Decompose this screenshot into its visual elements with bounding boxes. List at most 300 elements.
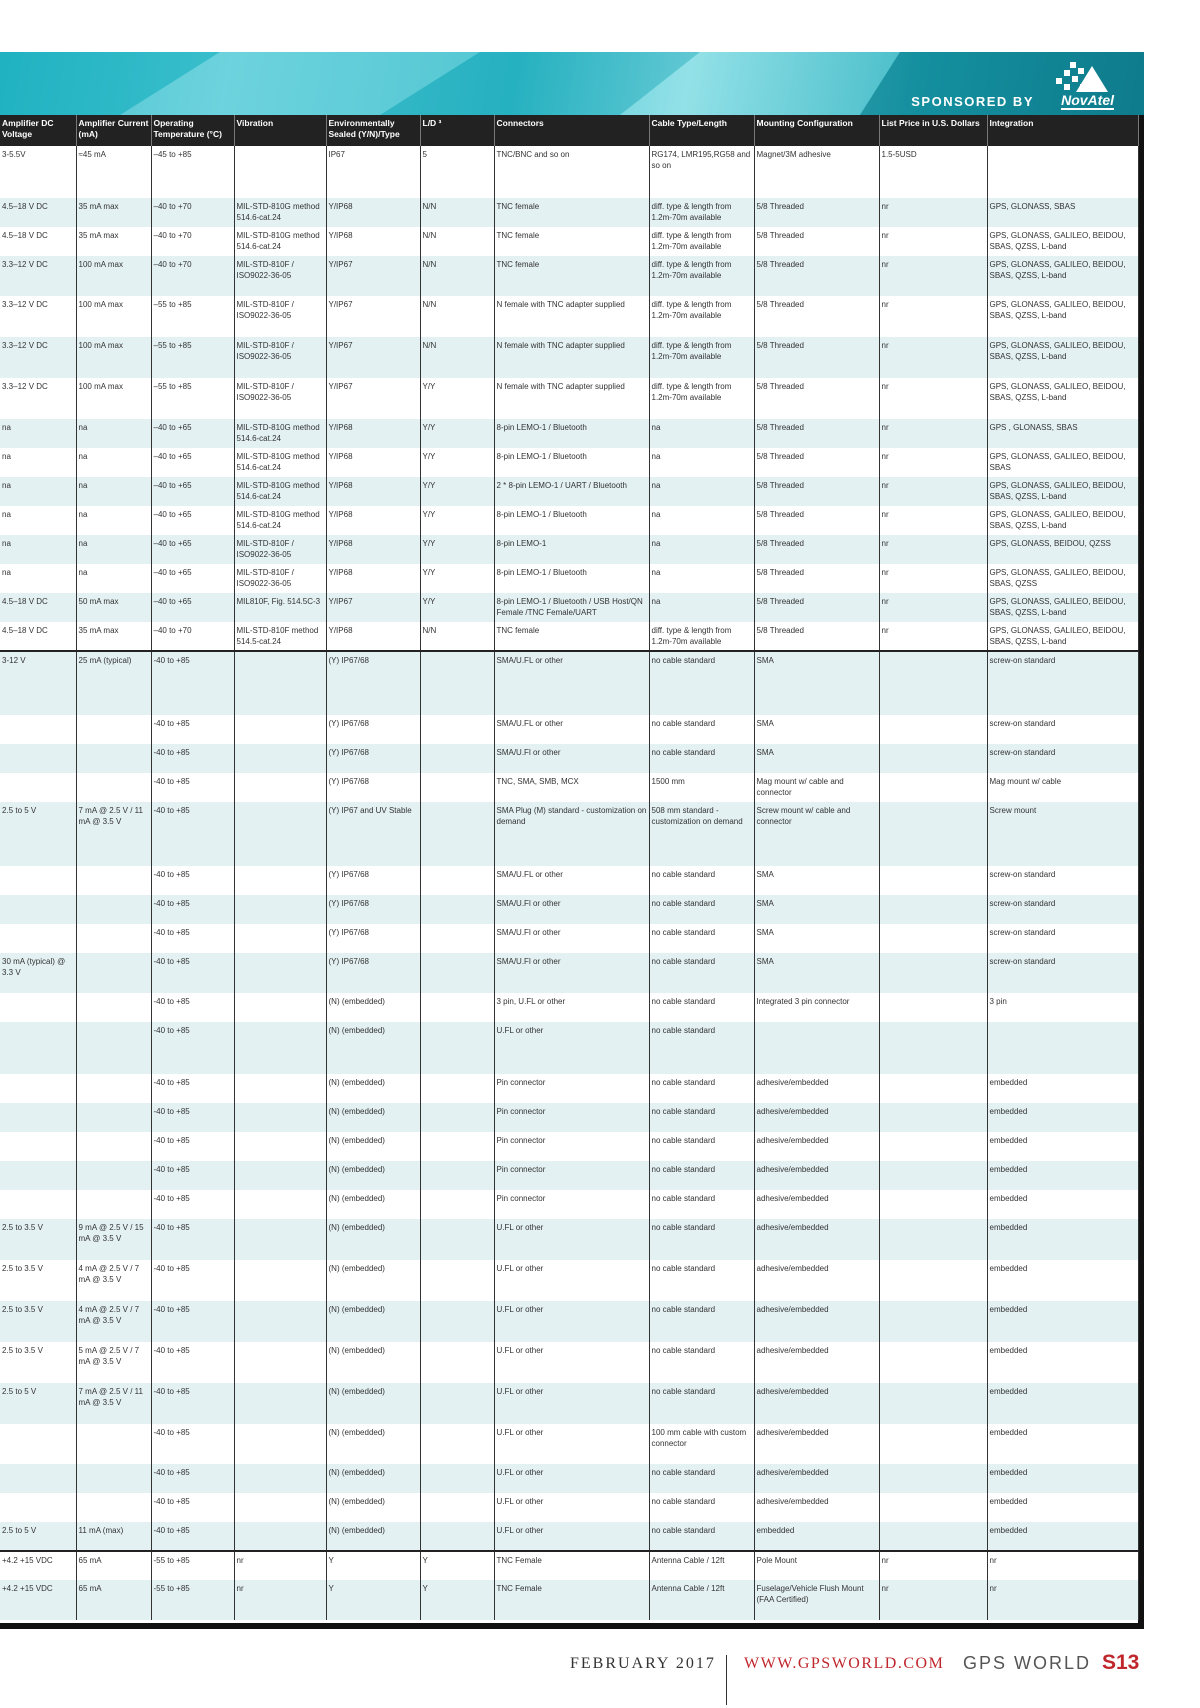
table-cell: na: [649, 506, 754, 535]
table-cell: nr: [879, 378, 987, 419]
table-cell: Antenna Cable / 12ft: [649, 1551, 754, 1580]
table-cell: SMA: [754, 715, 879, 744]
table-cell: Screw mount: [987, 802, 1138, 866]
table-cell: [879, 651, 987, 715]
table-cell: 4.5–18 V DC: [0, 227, 76, 256]
table-cell: Y: [420, 1580, 494, 1620]
table-cell: [420, 1074, 494, 1103]
table-cell: –55 to +85: [151, 337, 234, 378]
table-cell: 3.3–12 V DC: [0, 378, 76, 419]
table-row: [0, 1464, 1138, 1493]
table-cell: diff. type & length from 1.2m-70m available: [649, 622, 754, 651]
issue-date: FEBRUARY 2017: [570, 1655, 716, 1672]
table-row: [0, 378, 1138, 419]
table-cell: –40 to +65: [151, 477, 234, 506]
table-cell: [234, 146, 326, 198]
table-cell: -40 to +85: [151, 895, 234, 924]
table-cell: [420, 1464, 494, 1493]
table-row: [0, 1580, 1138, 1620]
table-cell: N/N: [420, 337, 494, 378]
table-cell: [0, 1424, 76, 1464]
table-cell: 2.5 to 3.5 V: [0, 1301, 76, 1342]
sponsored-by-label: SPONSORED BY: [911, 94, 1034, 109]
table-cell: SMA: [754, 953, 879, 993]
table-cell: Y/IP67: [326, 296, 420, 337]
table-cell: N/N: [420, 198, 494, 227]
table-row: [0, 1342, 1138, 1383]
table-cell: [879, 1161, 987, 1190]
table-cell: U.FL or other: [494, 1493, 649, 1522]
table-cell: Y/IP68: [326, 477, 420, 506]
table-cell: N/N: [420, 622, 494, 651]
table-cell: -40 to +85: [151, 1022, 234, 1074]
table-cell: Pole Mount: [754, 1551, 879, 1580]
table-cell: Y/Y: [420, 448, 494, 477]
table-cell: [879, 993, 987, 1022]
table-cell: GPS, GLONASS, BEIDOU, QZSS: [987, 535, 1138, 564]
table-cell: [420, 1383, 494, 1424]
table-cell: adhesive/embedded: [754, 1190, 879, 1219]
table-cell: Magnet/3M adhesive: [754, 146, 879, 198]
table-cell: no cable standard: [649, 1161, 754, 1190]
table-cell: [879, 1464, 987, 1493]
table-cell: Pin connector: [494, 1190, 649, 1219]
table-cell: 8-pin LEMO-1: [494, 535, 649, 564]
table-cell: adhesive/embedded: [754, 1342, 879, 1383]
table-cell: adhesive/embedded: [754, 1161, 879, 1190]
table-cell: embedded: [987, 1522, 1138, 1551]
table-cell: SMA/U.FL or other: [494, 651, 649, 715]
table-cell: [879, 924, 987, 953]
table-cell: Pin connector: [494, 1161, 649, 1190]
table-cell: Pin connector: [494, 1132, 649, 1161]
table-cell: embedded: [987, 1493, 1138, 1522]
table-cell: -40 to +85: [151, 651, 234, 715]
table-row: [0, 1260, 1138, 1301]
table-cell: (N) (embedded): [326, 1260, 420, 1301]
table-cell: 2.5 to 3.5 V: [0, 1219, 76, 1260]
table-cell: [879, 1301, 987, 1342]
table-cell: Y/IP67: [326, 378, 420, 419]
table-cell: [420, 953, 494, 993]
table-cell: TNC female: [494, 227, 649, 256]
table-cell: nr: [987, 1580, 1138, 1620]
table-cell: no cable standard: [649, 895, 754, 924]
table-cell: diff. type & length from 1.2m-70m available: [649, 198, 754, 227]
table-cell: -40 to +85: [151, 924, 234, 953]
table-cell: embedded: [987, 1383, 1138, 1424]
column-header: L/D ³: [420, 115, 494, 146]
table-cell: 100 mA max: [76, 256, 151, 296]
table-cell: -40 to +85: [151, 1161, 234, 1190]
table-cell: [754, 1022, 879, 1074]
table-row: [0, 535, 1138, 564]
table-cell: GPS, GLONASS, GALILEO, BEIDOU, SBAS, QZSS, L-band: [987, 256, 1138, 296]
table-cell: Y/Y: [420, 506, 494, 535]
table-cell: [0, 1103, 76, 1132]
table-cell: embedded: [987, 1103, 1138, 1132]
table-cell: [76, 1074, 151, 1103]
table-cell: [420, 1219, 494, 1260]
table-cell: [0, 866, 76, 895]
table-cell: [234, 1103, 326, 1132]
table-cell: embedded: [987, 1219, 1138, 1260]
table-cell: 65 mA: [76, 1551, 151, 1580]
table-cell: embedded: [987, 1342, 1138, 1383]
table-cell: -40 to +85: [151, 773, 234, 802]
table-cell: (Y) IP67/68: [326, 895, 420, 924]
table-cell: [234, 895, 326, 924]
table-cell: [420, 1103, 494, 1132]
table-cell: GPS, GLONASS, GALILEO, BEIDOU, SBAS, QZSS, L-band: [987, 227, 1138, 256]
table-cell: –40 to +65: [151, 419, 234, 448]
table-cell: [879, 715, 987, 744]
table-cell: [76, 993, 151, 1022]
table-cell: 8-pin LEMO-1 / Bluetooth: [494, 419, 649, 448]
table-header-row: [0, 115, 1138, 146]
table-cell: Y/IP68: [326, 227, 420, 256]
table-body: [0, 146, 1138, 1620]
table-cell: nr: [879, 448, 987, 477]
table-row: [0, 1132, 1138, 1161]
table-cell: na: [76, 506, 151, 535]
table-cell: [234, 1219, 326, 1260]
table-cell: [76, 1493, 151, 1522]
table-cell: 5/8 Threaded: [754, 198, 879, 227]
table-cell: (Y) IP67/68: [326, 953, 420, 993]
table-cell: [420, 895, 494, 924]
table-cell: [76, 1022, 151, 1074]
column-header: Vibration: [234, 115, 326, 146]
table-cell: nr: [879, 477, 987, 506]
table-cell: adhesive/embedded: [754, 1132, 879, 1161]
table-cell: 8-pin LEMO-1 / Bluetooth / USB Host/QN Female /TNC Female/UART: [494, 593, 649, 622]
table-cell: –40 to +70: [151, 198, 234, 227]
table-cell: embedded: [987, 1132, 1138, 1161]
table-cell: -40 to +85: [151, 993, 234, 1022]
table-row: [0, 477, 1138, 506]
table-cell: 3-5.5V: [0, 146, 76, 198]
table-row: [0, 1103, 1138, 1132]
table-cell: screw-on standard: [987, 651, 1138, 715]
table-row: [0, 802, 1138, 866]
table-cell: 25 mA (typical): [76, 651, 151, 715]
table-cell: na: [649, 535, 754, 564]
table-cell: adhesive/embedded: [754, 1424, 879, 1464]
table-cell: [420, 1424, 494, 1464]
table-cell: [76, 953, 151, 993]
table-cell: adhesive/embedded: [754, 1301, 879, 1342]
table-cell: [420, 1301, 494, 1342]
table-cell: [879, 1132, 987, 1161]
table-cell: N female with TNC adapter supplied: [494, 337, 649, 378]
table-cell: embedded: [987, 1074, 1138, 1103]
table-cell: GPS, GLONASS, GALILEO, BEIDOU, SBAS, QZSS, L-band: [987, 593, 1138, 622]
table-cell: screw-on standard: [987, 953, 1138, 993]
table-cell: U.FL or other: [494, 1383, 649, 1424]
table-cell: (Y) IP67/68: [326, 924, 420, 953]
table-cell: 7 mA @ 2.5 V / 11 mA @ 3.5 V: [76, 802, 151, 866]
table-cell: 35 mA max: [76, 227, 151, 256]
table-cell: [420, 1493, 494, 1522]
table-cell: 100 mA max: [76, 378, 151, 419]
table-cell: (N) (embedded): [326, 1132, 420, 1161]
table-cell: Pin connector: [494, 1074, 649, 1103]
table-cell: –55 to +85: [151, 296, 234, 337]
table-cell: [234, 1074, 326, 1103]
table-row: [0, 198, 1138, 227]
table-row: [0, 1301, 1138, 1342]
table-cell: SMA: [754, 895, 879, 924]
table-cell: adhesive/embedded: [754, 1493, 879, 1522]
table-cell: nr: [987, 1551, 1138, 1580]
column-header: Cable Type/Length: [649, 115, 754, 146]
table-row: [0, 1074, 1138, 1103]
table-cell: adhesive/embedded: [754, 1260, 879, 1301]
table-cell: 2.5 to 5 V: [0, 1522, 76, 1551]
table-cell: no cable standard: [649, 1383, 754, 1424]
table-cell: [879, 1342, 987, 1383]
table-row: [0, 506, 1138, 535]
table-cell: [76, 866, 151, 895]
table-cell: MIL-STD-810G method 514.6-cat.24: [234, 419, 326, 448]
table-cell: 5/8 Threaded: [754, 296, 879, 337]
table-cell: 5: [420, 146, 494, 198]
table-cell: U.FL or other: [494, 1219, 649, 1260]
table-cell: MIL810F, Fig. 514.5C-3: [234, 593, 326, 622]
table-cell: 2.5 to 3.5 V: [0, 1260, 76, 1301]
table-cell: (N) (embedded): [326, 1424, 420, 1464]
magazine-name: GPS WORLD: [963, 1653, 1092, 1673]
table-row: [0, 1161, 1138, 1190]
table-cell: 5 mA @ 2.5 V / 7 mA @ 3.5 V: [76, 1342, 151, 1383]
table-cell: 5/8 Threaded: [754, 622, 879, 651]
table-cell: [0, 773, 76, 802]
table-cell: 30 mA (typical) @ 3.3 V: [0, 953, 76, 993]
table-cell: TNC Female: [494, 1551, 649, 1580]
novatel-logo-text: NovAtel: [1061, 92, 1114, 108]
table-cell: diff. type & length from 1.2m-70m available: [649, 256, 754, 296]
table-cell: 5/8 Threaded: [754, 506, 879, 535]
table-row: [0, 1522, 1138, 1551]
table-cell: [234, 993, 326, 1022]
table-cell: GPS, GLONASS, GALILEO, BEIDOU, SBAS, QZSS, L-band: [987, 378, 1138, 419]
table-cell: na: [76, 477, 151, 506]
table-cell: (N) (embedded): [326, 1493, 420, 1522]
table-row: [0, 866, 1138, 895]
table-cell: –40 to +70: [151, 256, 234, 296]
table-cell: [987, 1022, 1138, 1074]
table-cell: [0, 1161, 76, 1190]
table-cell: 5/8 Threaded: [754, 419, 879, 448]
table-cell: (N) (embedded): [326, 1161, 420, 1190]
table-cell: +4.2 +15 VDC: [0, 1551, 76, 1580]
table-cell: na: [0, 477, 76, 506]
table-cell: Y: [326, 1551, 420, 1580]
table-cell: SMA/U.Fl or other: [494, 953, 649, 993]
column-header: Connectors: [494, 115, 649, 146]
table-cell: 50 mA max: [76, 593, 151, 622]
table-cell: Y/IP68: [326, 198, 420, 227]
table-cell: N/N: [420, 296, 494, 337]
table-cell: (N) (embedded): [326, 993, 420, 1022]
table-cell: Y: [420, 1551, 494, 1580]
table-row: [0, 715, 1138, 744]
table-cell: 35 mA max: [76, 198, 151, 227]
table-cell: [879, 1219, 987, 1260]
table-cell: no cable standard: [649, 953, 754, 993]
column-header: List Price in U.S. Dollars: [879, 115, 987, 146]
table-row: [0, 1493, 1138, 1522]
table-cell: [420, 1260, 494, 1301]
table-cell: –40 to +65: [151, 506, 234, 535]
table-cell: [234, 1464, 326, 1493]
table-cell: nr: [879, 337, 987, 378]
table-cell: [234, 866, 326, 895]
table-cell: -40 to +85: [151, 1342, 234, 1383]
table-cell: GPS, GLONASS, GALILEO, BEIDOU, SBAS, QZSS, L-band: [987, 337, 1138, 378]
table-cell: nr: [879, 227, 987, 256]
table-row: [0, 337, 1138, 378]
table-cell: [234, 651, 326, 715]
table-cell: IP67: [326, 146, 420, 198]
table-cell: -40 to +85: [151, 744, 234, 773]
table-cell: 5/8 Threaded: [754, 337, 879, 378]
table-cell: no cable standard: [649, 1260, 754, 1301]
table-cell: adhesive/embedded: [754, 1464, 879, 1493]
table-cell: –40 to +65: [151, 593, 234, 622]
table-cell: 508 mm standard - customization on demand: [649, 802, 754, 866]
table-cell: -40 to +85: [151, 1493, 234, 1522]
table-cell: (N) (embedded): [326, 1219, 420, 1260]
table-cell: screw-on standard: [987, 744, 1138, 773]
table-cell: Fuselage/Vehicle Flush Mount (FAA Certified): [754, 1580, 879, 1620]
table-cell: adhesive/embedded: [754, 1219, 879, 1260]
table-cell: -40 to +85: [151, 866, 234, 895]
table-cell: N female with TNC adapter supplied: [494, 378, 649, 419]
table-cell: embedded: [987, 1260, 1138, 1301]
table-row: [0, 1383, 1138, 1424]
table-cell: Y/Y: [420, 535, 494, 564]
table-cell: 5/8 Threaded: [754, 256, 879, 296]
table-cell: [879, 1522, 987, 1551]
table-cell: -40 to +85: [151, 1103, 234, 1132]
table-cell: no cable standard: [649, 1074, 754, 1103]
table-cell: screw-on standard: [987, 924, 1138, 953]
table-cell: adhesive/embedded: [754, 1103, 879, 1132]
table-cell: 100 mA max: [76, 337, 151, 378]
table-cell: no cable standard: [649, 1301, 754, 1342]
table-cell: adhesive/embedded: [754, 1074, 879, 1103]
table-cell: [879, 1383, 987, 1424]
table-cell: U.FL or other: [494, 1260, 649, 1301]
table-cell: [76, 744, 151, 773]
table-cell: [234, 802, 326, 866]
table-cell: Y/IP67: [326, 337, 420, 378]
table-cell: (Y) IP67/68: [326, 744, 420, 773]
table-cell: Y/Y: [420, 378, 494, 419]
table-row: [0, 593, 1138, 622]
table-cell: diff. type & length from 1.2m-70m available: [649, 227, 754, 256]
table-cell: 5/8 Threaded: [754, 593, 879, 622]
table-cell: GPS, GLONASS, GALILEO, BEIDOU, SBAS: [987, 448, 1138, 477]
table-cell: [879, 1493, 987, 1522]
table-cell: [76, 715, 151, 744]
table-cell: [879, 1260, 987, 1301]
table-cell: MIL-STD-810G method 514.6-cat.24: [234, 227, 326, 256]
table-cell: -40 to +85: [151, 802, 234, 866]
table-cell: [420, 1161, 494, 1190]
table-cell: [420, 993, 494, 1022]
table-cell: -40 to +85: [151, 1132, 234, 1161]
table-cell: no cable standard: [649, 1132, 754, 1161]
table-cell: embedded: [987, 1190, 1138, 1219]
column-header: Mounting Configuration: [754, 115, 879, 146]
table-cell: 3 pin: [987, 993, 1138, 1022]
table-row: [0, 1190, 1138, 1219]
table-cell: [420, 744, 494, 773]
table-cell: (N) (embedded): [326, 1342, 420, 1383]
table-cell: 1500 mm: [649, 773, 754, 802]
table-cell: [234, 1132, 326, 1161]
table-cell: [879, 895, 987, 924]
table-cell: TNC Female: [494, 1580, 649, 1620]
table-cell: GPS, GLONASS, SBAS: [987, 198, 1138, 227]
table-row: [0, 651, 1138, 715]
sponsor-banner: [0, 52, 1144, 115]
table-cell: MIL-STD-810F / ISO9022-36-05: [234, 535, 326, 564]
table-cell: [76, 924, 151, 953]
table-cell: 9 mA @ 2.5 V / 15 mA @ 3.5 V: [76, 1219, 151, 1260]
table-cell: GPS, GLONASS, GALILEO, BEIDOU, SBAS, QZSS, L-band: [987, 477, 1138, 506]
table-cell: nr: [879, 296, 987, 337]
table-cell: SMA: [754, 744, 879, 773]
table-cell: Screw mount w/ cable and connector: [754, 802, 879, 866]
table-cell: [234, 1301, 326, 1342]
table-cell: no cable standard: [649, 924, 754, 953]
table-row: [0, 744, 1138, 773]
table-row: [0, 924, 1138, 953]
table-cell: +4.2 +15 VDC: [0, 1580, 76, 1620]
table-cell: 4 mA @ 2.5 V / 7 mA @ 3.5 V: [76, 1301, 151, 1342]
table-cell: SMA/U.Fl or other: [494, 744, 649, 773]
table-cell: 5/8 Threaded: [754, 564, 879, 593]
table-cell: N/N: [420, 227, 494, 256]
table-cell: no cable standard: [649, 866, 754, 895]
table-cell: [234, 1522, 326, 1551]
table-row: [0, 256, 1138, 296]
table-cell: Y/Y: [420, 593, 494, 622]
table-cell: (Y) IP67/68: [326, 651, 420, 715]
table-cell: [0, 924, 76, 953]
table-cell: Antenna Cable / 12ft: [649, 1580, 754, 1620]
table-cell: U.FL or other: [494, 1464, 649, 1493]
table-cell: Mag mount w/ cable and connector: [754, 773, 879, 802]
table-cell: RG174, LMR195,RG58 and so on: [649, 146, 754, 198]
table-cell: [234, 1022, 326, 1074]
table-cell: -40 to +85: [151, 1424, 234, 1464]
table-cell: MIL-STD-810G method 514.6-cat.24: [234, 477, 326, 506]
table-cell: nr: [879, 419, 987, 448]
column-header: Amplifier DC Voltage: [0, 115, 76, 146]
column-header: Amplifier Current (mA): [76, 115, 151, 146]
table-cell: SMA/U.FL or other: [494, 866, 649, 895]
table-cell: [76, 1103, 151, 1132]
table-cell: 5/8 Threaded: [754, 535, 879, 564]
table-cell: nr: [234, 1551, 326, 1580]
table-cell: [420, 773, 494, 802]
table-cell: no cable standard: [649, 651, 754, 715]
